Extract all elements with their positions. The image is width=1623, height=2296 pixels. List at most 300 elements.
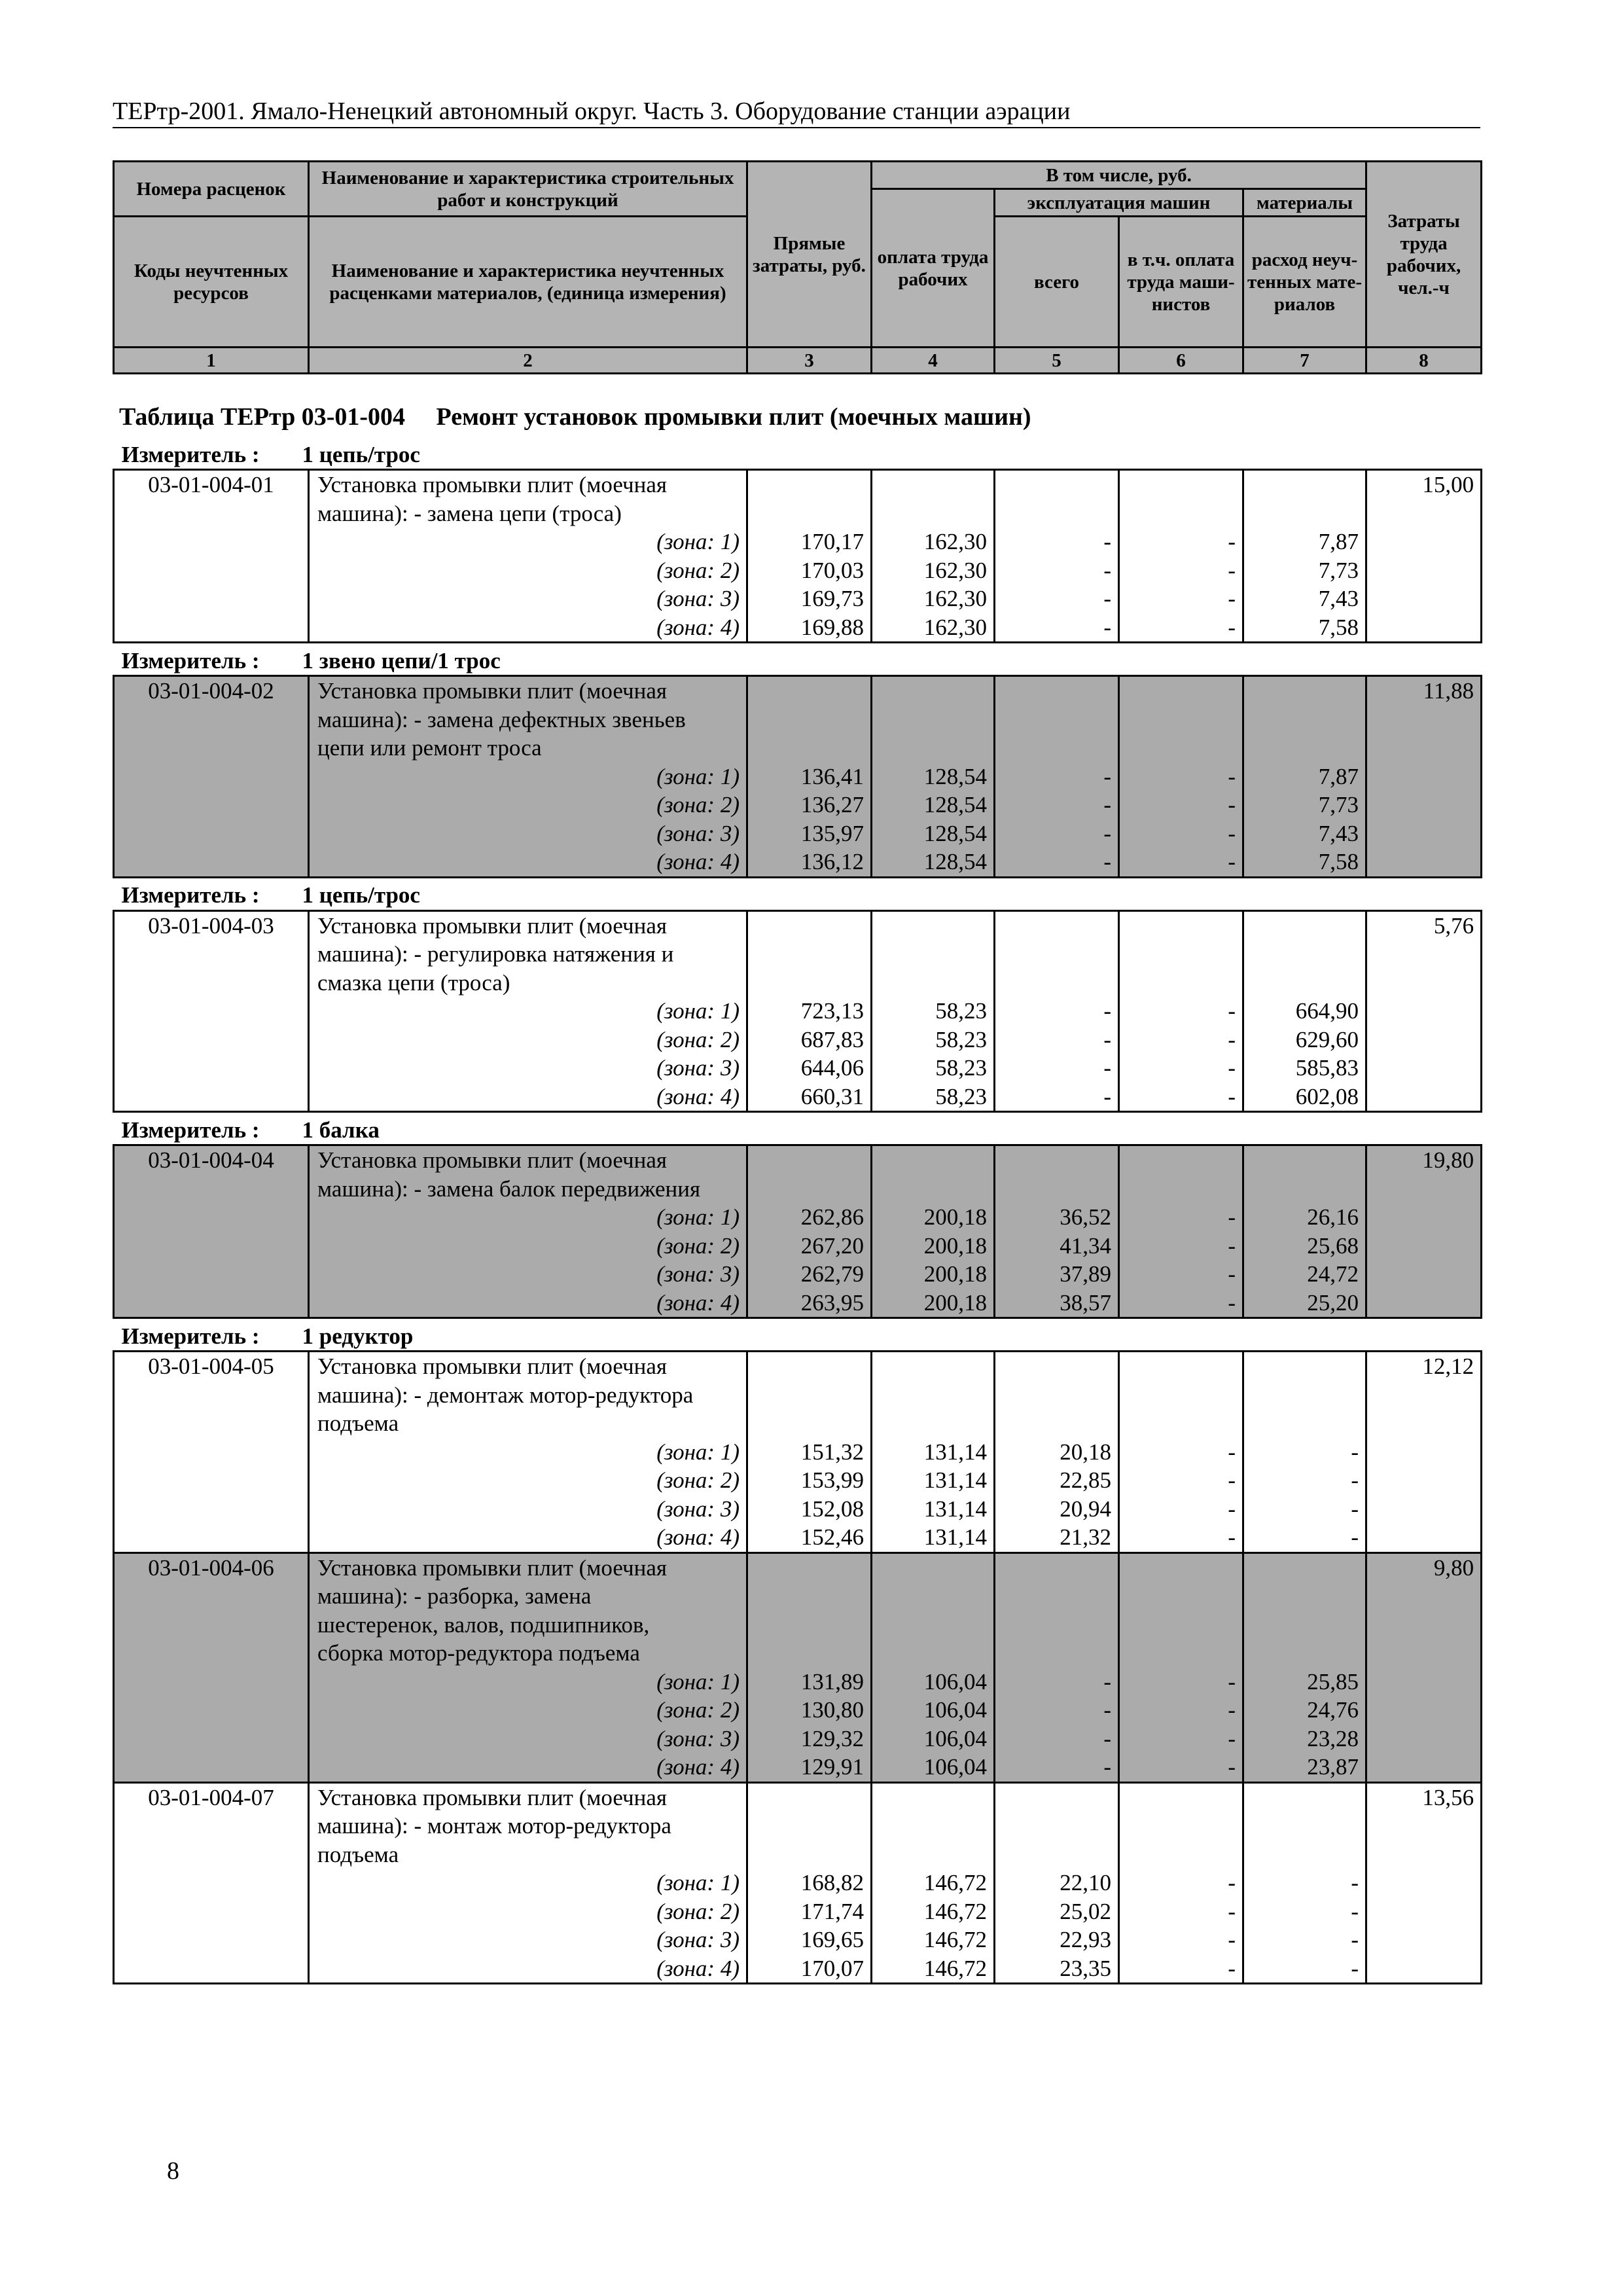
zone-label: (зона: 3) <box>656 1496 740 1522</box>
labor-cost-cell <box>1366 1352 1482 1553</box>
materials-cost-cell <box>1243 470 1366 643</box>
machine-cost-value: 21,32 <box>1060 1524 1111 1550</box>
machinist-wage-cell <box>1119 470 1243 643</box>
materials-cost-value: 24,72 <box>1307 1261 1359 1287</box>
machinist-wage-value: - <box>1228 792 1236 817</box>
blank-line <box>755 1381 864 1410</box>
rate-description-cell <box>309 1552 747 1782</box>
materials-cost-cell <box>1243 1352 1366 1553</box>
machinist-wage-value: - <box>1228 1496 1236 1522</box>
blank-line <box>1126 734 1236 762</box>
blank-line <box>755 1582 864 1611</box>
direct-cost-cell <box>747 676 872 878</box>
zone-label: (зона: 2) <box>656 1232 740 1259</box>
rate-code: 03-01-004-05 <box>148 1354 274 1379</box>
blank-line <box>1002 706 1111 734</box>
zone-label: (зона: 1) <box>656 1439 740 1465</box>
blank-line <box>879 1409 987 1438</box>
machine-cost-value: - <box>1103 849 1111 874</box>
blank-line <box>1126 1784 1236 1812</box>
direct-cost-value: 170,07 <box>800 1955 864 1981</box>
direct-cost-cell <box>747 1782 872 1984</box>
direct-cost-value: 723,13 <box>800 998 864 1024</box>
blank-line <box>1126 1582 1236 1611</box>
zone-label: (зона: 3) <box>656 586 740 611</box>
labor-value: 15,00 <box>1422 472 1474 497</box>
blank-line <box>1002 471 1111 499</box>
machinist-wage-value: - <box>1228 1955 1236 1981</box>
labor-value: 11,88 <box>1423 678 1474 704</box>
machinist-wage-value: - <box>1228 1725 1236 1751</box>
materials-cost-value: 25,68 <box>1307 1232 1359 1259</box>
machine-cost-cell <box>995 1552 1119 1782</box>
machinist-wage-value: - <box>1228 557 1236 583</box>
direct-cost-value: 168,82 <box>800 1870 864 1895</box>
materials-cost-value: - <box>1351 1439 1359 1465</box>
blank-line <box>1251 1554 1359 1583</box>
machine-cost-value: - <box>1103 614 1111 640</box>
materials-cost-value: 602,08 <box>1295 1083 1359 1109</box>
worker-wage-value: 162,30 <box>923 614 987 640</box>
worker-wage-cell <box>872 1782 995 1984</box>
blank-line <box>1251 1352 1359 1381</box>
rate-description-cell <box>309 676 747 878</box>
blank-line <box>879 1784 987 1812</box>
direct-cost-value: 152,08 <box>800 1496 864 1522</box>
measure-row-4 <box>114 1112 1482 1145</box>
labor-cost-cell <box>1366 910 1482 1112</box>
zone-label: (зона: 3) <box>656 1927 740 1952</box>
page-number: 8 <box>167 2157 179 2185</box>
blank-line <box>1002 1175 1111 1204</box>
blank-line <box>1002 912 1111 941</box>
blank-line <box>879 1146 987 1175</box>
materials-group-header: материалы <box>1243 189 1366 217</box>
zone-label: (зона: 2) <box>656 1697 740 1723</box>
labor-value: 12,12 <box>1422 1354 1474 1379</box>
materials-cost-value: - <box>1351 1927 1359 1952</box>
direct-cost-value: 644,06 <box>800 1055 864 1081</box>
blank-line <box>879 706 987 734</box>
blank-line <box>1251 677 1359 706</box>
blank-line <box>1002 969 1111 997</box>
blank-line <box>1251 1639 1359 1668</box>
machinist-wage-value: - <box>1228 1026 1236 1052</box>
description-line: Установка промывки плит (моечная <box>317 1554 667 1581</box>
zone-label: (зона: 4) <box>656 1289 740 1316</box>
machine-cost-value: 37,89 <box>1060 1261 1111 1287</box>
column-header-table <box>113 160 1482 374</box>
col-7-header: расход неуч-тенных мате-риалов <box>1243 217 1366 348</box>
zone-label: (зона: 3) <box>656 820 740 846</box>
machinist-wage-cell <box>1119 1145 1243 1318</box>
description-line: машина): - замена цепи (троса) <box>317 500 622 526</box>
rates-table <box>113 437 1482 1984</box>
blank-line <box>879 499 987 528</box>
col-6-header: в т.ч. оплата труда маши-нистов <box>1119 217 1243 348</box>
col-number-1: 1 <box>114 348 309 374</box>
materials-cost-cell <box>1243 1552 1366 1782</box>
blank-line <box>879 1582 987 1611</box>
machinist-wage-value: - <box>1228 614 1236 640</box>
measure-label: Измеритель : <box>121 1117 260 1143</box>
machinist-wage-value: - <box>1228 1289 1236 1316</box>
blank-line <box>1002 1352 1111 1381</box>
blank-line <box>755 734 864 762</box>
machinist-wage-value: - <box>1228 1524 1236 1550</box>
materials-cost-value: 585,83 <box>1295 1055 1359 1081</box>
materials-cost-value: 23,28 <box>1307 1725 1359 1751</box>
direct-cost-cell <box>747 910 872 1112</box>
labor-value: 5,76 <box>1433 912 1474 939</box>
measure-row-2 <box>114 643 1482 676</box>
blank-line <box>1126 940 1236 969</box>
rate-code-cell <box>114 676 309 878</box>
direct-cost-value: 151,32 <box>800 1439 864 1465</box>
worker-wage-value: 58,23 <box>935 1055 987 1081</box>
blank-line <box>755 1611 864 1640</box>
blank-line <box>1126 1352 1236 1381</box>
machine-cost-value: 20,94 <box>1060 1496 1111 1522</box>
blank-line <box>1126 1554 1236 1583</box>
blank-line <box>1251 969 1359 997</box>
col-3-header: Прямые затраты, руб. <box>747 162 872 348</box>
running-header: ТЕРтр-2001. Ямало-Ненецкий автономный округ. Часть 3. Оборудование станции аэрации <box>113 96 1480 128</box>
direct-cost-value: 153,99 <box>800 1467 864 1493</box>
worker-wage-value: 58,23 <box>935 1026 987 1052</box>
blank-line <box>1002 1381 1111 1410</box>
col-number-3: 3 <box>747 348 872 374</box>
machinist-wage-cell <box>1119 1552 1243 1782</box>
materials-cost-value: 25,20 <box>1307 1289 1359 1316</box>
col-2-top-header: Наименование и характеристика строительных работ и конструкций <box>309 162 747 217</box>
machinist-wage-value: - <box>1228 1754 1236 1780</box>
blank-line <box>1126 706 1236 734</box>
rate-row <box>114 1352 1482 1553</box>
zone-label: (зона: 1) <box>656 998 740 1024</box>
blank-line <box>879 1840 987 1869</box>
labor-value: 13,56 <box>1422 1784 1474 1810</box>
machinist-wage-value: - <box>1228 1927 1236 1952</box>
machine-cost-value: - <box>1103 1083 1111 1109</box>
direct-cost-value: 129,32 <box>800 1725 864 1751</box>
blank-line <box>755 1639 864 1668</box>
machine-cost-value: 20,18 <box>1060 1439 1111 1465</box>
blank-line <box>755 471 864 499</box>
materials-cost-value: - <box>1351 1496 1359 1522</box>
direct-cost-value: 135,97 <box>800 820 864 846</box>
blank-line <box>879 912 987 941</box>
machine-cost-value: - <box>1103 529 1111 554</box>
worker-wage-cell <box>872 1352 995 1553</box>
measure-row-5 <box>114 1318 1482 1352</box>
direct-cost-value: 263,95 <box>800 1289 864 1316</box>
machinist-wage-value: - <box>1228 1467 1236 1493</box>
machines-group-header: эксплуатация машин <box>995 189 1243 217</box>
description-line: шестеренок, валов, подшипников, <box>317 1611 650 1638</box>
worker-wage-value: 128,54 <box>923 792 987 817</box>
worker-wage-cell <box>872 1552 995 1782</box>
machinist-wage-value: - <box>1228 763 1236 789</box>
blank-line <box>1251 499 1359 528</box>
rate-code: 03-01-004-01 <box>148 472 274 497</box>
materials-cost-value: 7,43 <box>1318 586 1359 611</box>
zone-label: (зона: 4) <box>656 1524 740 1550</box>
blank-line <box>755 1352 864 1381</box>
direct-cost-value: 130,80 <box>800 1697 864 1723</box>
blank-line <box>755 1812 864 1840</box>
blank-line <box>879 940 987 969</box>
blank-line <box>1251 734 1359 762</box>
worker-wage-value: 128,54 <box>923 763 987 789</box>
worker-wage-value: 146,72 <box>923 1955 987 1981</box>
direct-cost-value: 129,91 <box>800 1754 864 1780</box>
machine-cost-cell <box>995 1782 1119 1984</box>
worker-wage-value: 128,54 <box>923 849 987 874</box>
machine-cost-value: - <box>1103 1697 1111 1723</box>
worker-wage-value: 162,30 <box>923 586 987 611</box>
rate-code-cell <box>114 1352 309 1553</box>
blank-line <box>1002 1840 1111 1869</box>
machine-cost-value: 41,34 <box>1060 1232 1111 1259</box>
labor-value: 9,80 <box>1433 1554 1474 1581</box>
materials-cost-value: 7,87 <box>1318 763 1359 789</box>
rate-row <box>114 470 1482 643</box>
rate-row <box>114 1145 1482 1318</box>
zone-label: (зона: 1) <box>656 529 740 554</box>
zone-label: (зона: 2) <box>656 1898 740 1924</box>
zone-label: (зона: 1) <box>656 763 740 789</box>
blank-line <box>879 1175 987 1204</box>
materials-cost-value: 25,85 <box>1307 1668 1359 1695</box>
blank-line <box>1251 940 1359 969</box>
materials-cost-value: - <box>1351 1898 1359 1924</box>
blank-line <box>1126 912 1236 941</box>
worker-wage-cell <box>872 1145 995 1318</box>
blank-line <box>755 1554 864 1583</box>
blank-line <box>1002 1409 1111 1438</box>
direct-cost-value: 169,65 <box>800 1927 864 1952</box>
worker-wage-value: 146,72 <box>923 1927 987 1952</box>
description-line: смазка цепи (троса) <box>317 969 510 996</box>
blank-line <box>1126 499 1236 528</box>
materials-cost-value: - <box>1351 1524 1359 1550</box>
direct-cost-value: 171,74 <box>800 1898 864 1924</box>
blank-line <box>755 1840 864 1869</box>
description-line: машина): - разборка, замена <box>317 1583 592 1609</box>
blank-line <box>1002 1554 1111 1583</box>
measure-label: Измеритель : <box>121 441 260 467</box>
machinist-wage-value: - <box>1228 849 1236 874</box>
col-number-2: 2 <box>309 348 747 374</box>
rate-description-cell <box>309 910 747 1112</box>
worker-wage-value: 146,72 <box>923 1870 987 1895</box>
materials-cost-value: 7,87 <box>1318 529 1359 554</box>
blank-line <box>1251 706 1359 734</box>
description-line: подъема <box>317 1841 399 1867</box>
worker-wage-cell <box>872 470 995 643</box>
labor-cost-cell <box>1366 1145 1482 1318</box>
direct-cost-value: 169,88 <box>800 614 864 640</box>
machine-cost-cell <box>995 676 1119 878</box>
machine-cost-value: 36,52 <box>1060 1204 1111 1230</box>
rate-code-cell <box>114 1782 309 1984</box>
direct-cost-value: 660,31 <box>800 1083 864 1109</box>
direct-cost-value: 169,73 <box>800 586 864 611</box>
blank-line <box>879 1381 987 1410</box>
rate-row <box>114 676 1482 878</box>
direct-cost-value: 136,12 <box>800 849 864 874</box>
measure-unit: 1 цепь/трос <box>302 882 420 908</box>
machinist-wage-value: - <box>1228 1439 1236 1465</box>
zone-label: (зона: 2) <box>656 557 740 583</box>
direct-cost-cell <box>747 470 872 643</box>
col-5-header: всего <box>995 217 1119 348</box>
measure-unit: 1 цепь/трос <box>302 441 420 467</box>
materials-cost-value: 7,73 <box>1318 792 1359 817</box>
worker-wage-value: 131,14 <box>923 1524 987 1550</box>
in-that-number-header: В том числе, руб. <box>872 162 1366 189</box>
blank-line <box>1002 1639 1111 1668</box>
rate-code: 03-01-004-07 <box>148 1784 274 1810</box>
blank-line <box>1002 734 1111 762</box>
machine-cost-value: - <box>1103 792 1111 817</box>
machine-cost-value: 23,35 <box>1060 1955 1111 1981</box>
blank-line <box>879 734 987 762</box>
worker-wage-value: 200,18 <box>923 1204 987 1230</box>
rate-description-cell <box>309 1145 747 1318</box>
direct-cost-cell <box>747 1145 872 1318</box>
materials-cost-value: 664,90 <box>1295 998 1359 1024</box>
blank-line <box>879 969 987 997</box>
measure-unit: 1 звено цепи/1 трос <box>302 647 501 673</box>
direct-cost-value: 170,17 <box>800 529 864 554</box>
machine-cost-value: 38,57 <box>1060 1289 1111 1316</box>
worker-wage-cell <box>872 676 995 878</box>
blank-line <box>879 1611 987 1640</box>
machinist-wage-value: - <box>1228 998 1236 1024</box>
col-1-bottom-header: Коды неучтенных ресурсов <box>114 217 309 348</box>
blank-line <box>1251 1381 1359 1410</box>
description-line: подъема <box>317 1410 399 1436</box>
blank-line <box>1251 1409 1359 1438</box>
measure-unit: 1 редуктор <box>302 1323 414 1349</box>
rate-code-cell <box>114 470 309 643</box>
rate-code-cell <box>114 1145 309 1318</box>
blank-line <box>755 677 864 706</box>
blank-line <box>1002 940 1111 969</box>
col-number-8: 8 <box>1366 348 1482 374</box>
description-line: Установка промывки плит (моечная <box>317 1354 667 1379</box>
labor-cost-cell <box>1366 1782 1482 1984</box>
machinist-wage-cell <box>1119 910 1243 1112</box>
zone-label: (зона: 4) <box>656 1754 740 1780</box>
machine-cost-cell <box>995 1145 1119 1318</box>
direct-cost-value: 131,89 <box>800 1668 864 1695</box>
blank-line <box>1251 1582 1359 1611</box>
rate-row <box>114 910 1482 1112</box>
blank-line <box>755 706 864 734</box>
machine-cost-value: 22,85 <box>1060 1467 1111 1493</box>
blank-line <box>1002 677 1111 706</box>
measure-unit: 1 балка <box>302 1117 380 1143</box>
rate-code: 03-01-004-04 <box>148 1147 274 1173</box>
labor-value: 19,80 <box>1422 1147 1474 1173</box>
zone-label: (зона: 2) <box>656 792 740 817</box>
zone-label: (зона: 4) <box>656 614 740 640</box>
description-line: машина): - замена дефектных звеньев <box>317 706 686 732</box>
machine-cost-value: - <box>1103 820 1111 846</box>
measure-row-1 <box>114 437 1482 470</box>
materials-cost-value: 24,76 <box>1307 1697 1359 1723</box>
description-line: машина): - монтаж мотор-редуктора <box>317 1813 671 1839</box>
zone-label: (зона: 4) <box>656 849 740 874</box>
blank-line <box>755 940 864 969</box>
materials-cost-value: 629,60 <box>1295 1026 1359 1052</box>
machine-cost-value: - <box>1103 1754 1111 1780</box>
rate-description-cell <box>309 1782 747 1984</box>
labor-cost-cell <box>1366 1552 1482 1782</box>
machine-cost-value: - <box>1103 1725 1111 1751</box>
materials-cost-cell <box>1243 1145 1366 1318</box>
materials-cost-cell <box>1243 676 1366 878</box>
blank-line <box>1251 1784 1359 1812</box>
machinist-wage-cell <box>1119 1352 1243 1553</box>
materials-cost-cell <box>1243 910 1366 1112</box>
zone-label: (зона: 4) <box>656 1083 740 1109</box>
worker-wage-value: 58,23 <box>935 998 987 1024</box>
blank-line <box>755 969 864 997</box>
blank-line <box>1126 677 1236 706</box>
worker-wage-value: 106,04 <box>923 1754 987 1780</box>
machine-cost-value: - <box>1103 1668 1111 1695</box>
blank-line <box>1002 499 1111 528</box>
blank-line <box>1251 912 1359 941</box>
measure-label: Измеритель : <box>121 882 260 908</box>
blank-line <box>1251 471 1359 499</box>
machinist-wage-value: - <box>1228 1083 1236 1109</box>
direct-cost-value: 687,83 <box>800 1026 864 1052</box>
materials-cost-cell <box>1243 1782 1366 1984</box>
worker-wage-value: 131,14 <box>923 1439 987 1465</box>
rate-code: 03-01-004-02 <box>148 678 274 704</box>
blank-line <box>1002 1611 1111 1640</box>
blank-line <box>879 1812 987 1840</box>
worker-wage-value: 200,18 <box>923 1289 987 1316</box>
blank-line <box>1126 1639 1236 1668</box>
blank-line <box>879 677 987 706</box>
materials-cost-value: 7,58 <box>1318 849 1359 874</box>
machinist-wage-value: - <box>1228 586 1236 611</box>
description-line: машина): - демонтаж мотор-редуктора <box>317 1382 694 1408</box>
zone-label: (зона: 1) <box>656 1870 740 1895</box>
description-line: цепи или ремонт троса <box>317 735 542 761</box>
direct-cost-value: 262,79 <box>800 1261 864 1287</box>
direct-cost-value: 267,20 <box>800 1232 864 1259</box>
blank-line <box>1126 1175 1236 1204</box>
machine-cost-value: - <box>1103 998 1111 1024</box>
description-line: Установка промывки плит (моечная <box>317 1147 667 1173</box>
machinist-wage-value: - <box>1228 529 1236 554</box>
rate-description-cell <box>309 1352 747 1553</box>
blank-line <box>1251 1840 1359 1869</box>
table-title: Таблица ТЕРтр 03-01-004 Ремонт установок промывки плит (моечных машин) <box>119 403 1031 431</box>
blank-line <box>879 1554 987 1583</box>
rate-code: 03-01-004-03 <box>148 912 274 939</box>
blank-line <box>755 1784 864 1812</box>
direct-cost-cell <box>747 1552 872 1782</box>
blank-line <box>1002 1784 1111 1812</box>
